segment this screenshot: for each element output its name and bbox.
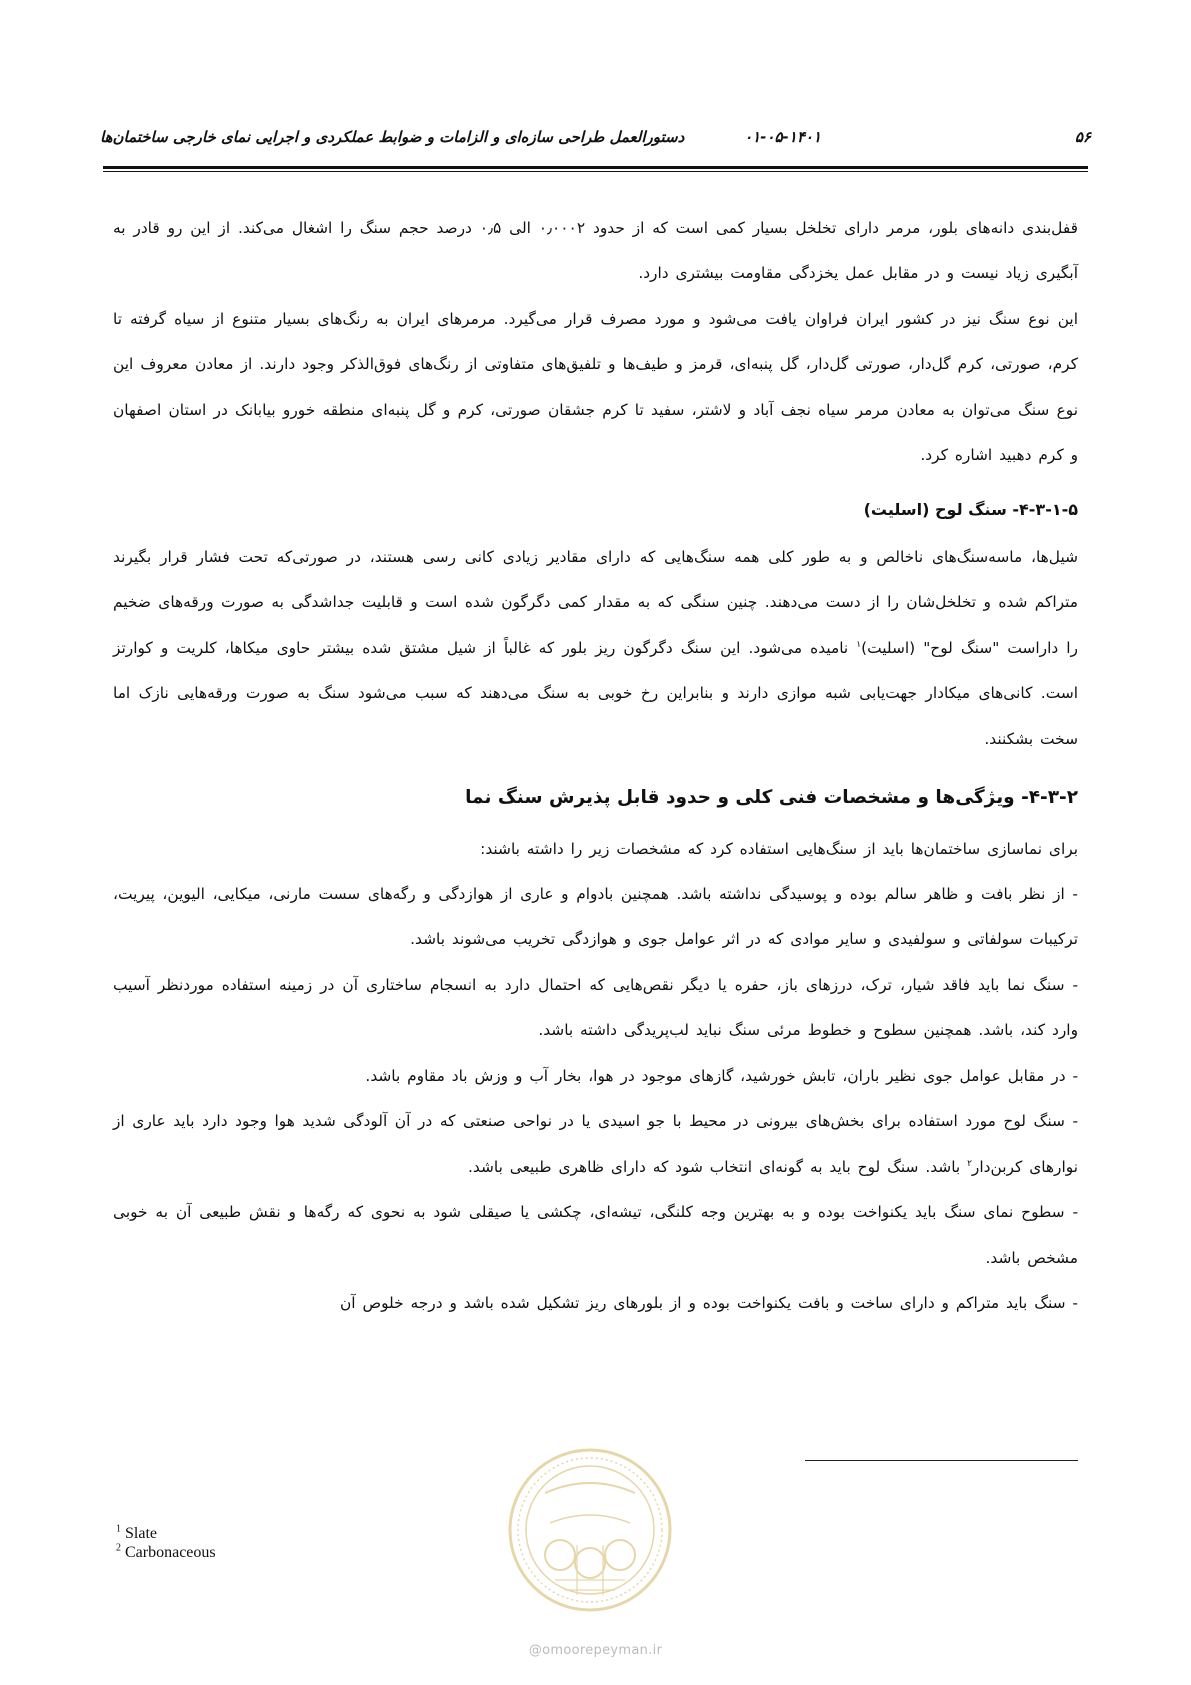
section-heading: ۴-۳-۱-۵- سنگ لوح (اسلیت) xyxy=(863,499,1078,519)
footnotes xyxy=(116,1524,216,1562)
footnote-number: 1 xyxy=(116,1523,121,1535)
header-rule-thin xyxy=(103,171,1088,172)
section-heading: ۴-۳-۲- ویژگی‌ها و مشخصات فنی کلی و حدود قابل پذیرش سنگ نما xyxy=(465,787,1078,809)
footnote xyxy=(116,1524,216,1543)
paragraph-text: شیل‌ها، ماسه‌سنگ‌های ناخالص و به طور کلی همه سنگ‌هایی که دارای مقادیر زیادی کانی رسی هستند، در صورتی‌که تحت فشار قرار بگیرند متراکم شده و تخلخل‌شان را از دست می‌دهند. چنین سنگی که به مقدار کمی دگرگون شده است و قابلیت جداشدگی به صورت ورقه‌های ضخیم را داراست "سنگ لوح" (اسلیت) xyxy=(113,548,1078,657)
paragraph: این نوع سنگ نیز در کشور ایران فراوان یافت می‌شود و مورد مصرف قرار می‌گیرد. مرمرهای ایران به رنگ‌های بسیار متنوع از سیاه گرفته تا کرم، صورتی، کرم گل‌دار، صورتی گل‌دار، گل پنبه‌ای، قرمز و طیف‌ها و تلفیق‌های متفاوتی از رنگ‌های فوق‌الذکر وجود دارند. از معادن معروف این نوع سنگ می‌توان به معادن مرمر سیاه نجف آباد و لاشتر، سفید تا کرم جشقان صورتی، کرم و گل پنبه‌ای منطقه خورو بیابانک در استان اصفهان و کرم دهبید اشاره کرد. xyxy=(113,309,1078,465)
page-header xyxy=(100,128,1091,152)
watermark-seal-logo xyxy=(505,1445,675,1615)
paragraph-text: نامیده می‌شود. این سنگ دگرگون ریز بلور که غالباً از شیل مشتق شده بیشتر حاوی میکاها، کلریت و کوارتز است. کانی‌های میکادار جهت‌یابی شبه موازی دارند و بنابراین رخ خوبی به سنگ می‌دهند که سبب می‌شود سنگ به صورت ورقه‌هایی نازک اما سخت بشکنند. xyxy=(113,638,1078,748)
footnote-separator xyxy=(805,1460,1078,1461)
paragraph-text: باشد. سنگ لوح باید به گونه‌ای انتخاب شود که دارای ظاهری طبیعی باشد. xyxy=(468,1157,968,1176)
paragraph: - سنگ نما باید فاقد شیار، ترک، درزهای باز، حفره یا دیگر نقص‌هایی که احتمال دارد به انسجام ساختاری آن در زمینه استفاده مورد‌نظر آسیب وارد کند، باشد. همچنین سطوح و خطوط مرئی سنگ نباید لب‌پریدگی داشته باشد. xyxy=(113,975,1078,1040)
paragraph: برای نماسازی ساختمان‌ها باید از سنگ‌هایی استفاده کرد که مشخصات زیر را داشته باشند: xyxy=(480,839,1078,858)
paragraph: - در مقابل عوامل جوی نظیر باران، تابش خورشید، گازهای موجود در هوا، بخار آب و وزش باد مقاوم باشد. xyxy=(365,1066,1078,1085)
footnote-text: Slate xyxy=(125,1525,157,1542)
page-number: ۵۶ xyxy=(1074,128,1091,146)
paragraph-text: - سنگ لوح مورد استفاده برای بخش‌های بیرونی در محیط با جو اسیدی یا در نواحی صنعتی که در آن آلودگی شدید هوا وجود دارد باید عاری از نوارهای کربن‌دار xyxy=(113,1112,1078,1176)
footnote-text: Carbonaceous xyxy=(125,1544,216,1561)
paragraph: قفل‌بندی دانه‌های بلور، مرمر دارای تخلخل بسیار کمی است که از حدود ۰٫۰۰۰۲ الی ۰٫۵ درصد حجم سنگ را اشغال می‌کند. از این رو قادر به آبگیری زیاد نیست و در مقابل عمل یخزدگی مقاومت بیشتری دارد. xyxy=(113,219,1078,283)
document-body xyxy=(113,206,1078,1326)
paragraph xyxy=(113,1099,1078,1190)
footnote-number: 2 xyxy=(116,1542,121,1554)
header-date: ۰۱-۰۵-۱۴۰۱ xyxy=(744,128,821,146)
footnote xyxy=(116,1543,216,1562)
header-rule-thick xyxy=(103,166,1088,169)
footnote-reference[interactable]: ۱ xyxy=(856,639,862,650)
paragraph: - سطوح نمای سنگ باید یکنواخت بوده و به بهترین وجه کلنگی، تیشه‌ای، چکشی یا صیقلی شود به نحوی که رگه‌ها و نقش طبیعی آن به خوبی مشخص باشد. xyxy=(113,1203,1078,1267)
footnote-reference[interactable]: ۲ xyxy=(967,1158,972,1169)
paragraph xyxy=(113,535,1078,762)
header-title: دستورالعمل طراحی سازه‌ای و الزامات و ضوابط عملکردی و اجرایی نمای خارجی ساختمان‌ها xyxy=(100,128,685,146)
paragraph: - سنگ باید متراکم و دارای ساخت و بافت یکنواخت بوده و از بلورهای ریز تشکیل شده باشد و درجه خلوص آن xyxy=(340,1293,1078,1312)
paragraph: - از نظر بافت و ظاهر سالم بوده و پوسیدگی نداشته باشد. همچنین بادوام و عاری از هوازدگی و رگه‌های سست مارنی، میکایی، الیوین، پیریت، ترکیبات سولفاتی و سولفیدی و سایر موادی که در اثر عوامل جوی و هوازدگی تخریب می‌شوند باشد. xyxy=(113,885,1078,949)
watermark-website: @omoorepeyman.ir xyxy=(528,1643,663,1658)
